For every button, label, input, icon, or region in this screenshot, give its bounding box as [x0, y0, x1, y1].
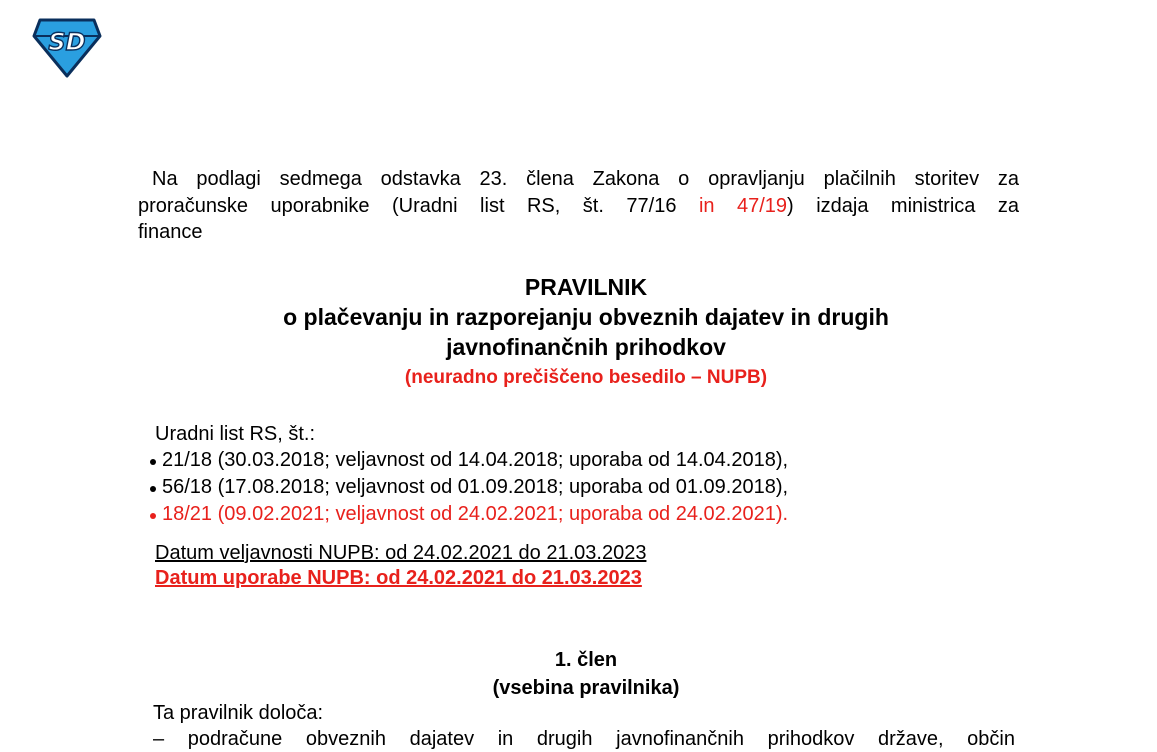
gazette-item-text: 18/21 (09.02.2021; veljavnost od 24.02.2021; uporaba od 24.02.2021). [162, 503, 789, 525]
article-title: (vsebina pravilnika) [492, 677, 680, 699]
intro-line-3: finance [138, 221, 203, 243]
bullet-icon [150, 513, 156, 519]
article-intro: Ta pravilnik določa: [153, 702, 324, 724]
document-subtitle-line-2: javnofinančnih prihodkov [446, 334, 726, 360]
gazette-item [150, 474, 788, 501]
validity-date: Datum veljavnosti NUPB: od 24.02.2021 do 21.03.2023 [155, 542, 647, 564]
intro-line-1: Na podlagi sedmega odstavka 23. člena Zakona o opravljanju plačilnih storitev za [152, 168, 1019, 190]
application-date: Datum uporabe NUPB: od 24.02.2021 do 21.03.2023 [155, 567, 642, 589]
gazette-references [155, 421, 793, 528]
bullet-icon [150, 459, 156, 465]
intro-line-2-part-b: ) izdaja ministrica za [787, 194, 1019, 217]
document-title: PRAVILNIK [524, 274, 648, 300]
intro-line-2 [138, 193, 1019, 220]
article-heading [138, 646, 1034, 702]
intro-paragraph [138, 166, 1019, 246]
logo-letters: SD [48, 28, 86, 56]
amendment-reference: in 47/19 [698, 194, 788, 217]
gazette-item [150, 447, 788, 474]
gazette-item-text: 21/18 (30.03.2018; veljavnost od 14.04.2018; uporaba od 14.04.2018), [162, 449, 789, 471]
logo-shield-icon [32, 16, 102, 78]
gazette-item [150, 501, 788, 528]
article-number: 1. člen [554, 649, 618, 671]
article-first-item: – podračune obveznih dajatev in drugih javnofinančnih prihodkov države, občin [153, 728, 1015, 750]
gazette-item-text: 56/18 (17.08.2018; veljavnost od 01.09.2018; uporaba od 01.09.2018), [162, 476, 789, 498]
nupb-dates [155, 540, 646, 590]
document-subtitle-line-1: o plačevanju in razporejanju obveznih dajatev in drugih [283, 304, 889, 330]
consolidated-text-note: (neuradno prečiščeno besedilo – NUPB) [404, 367, 768, 388]
bullet-icon [150, 486, 156, 492]
document-title-block [138, 272, 1034, 392]
intro-line-2-part-a: proračunske uporabnike (Uradni list RS, št. 77/16 [138, 194, 699, 217]
gazette-heading: Uradni list RS, št.: [155, 423, 316, 445]
